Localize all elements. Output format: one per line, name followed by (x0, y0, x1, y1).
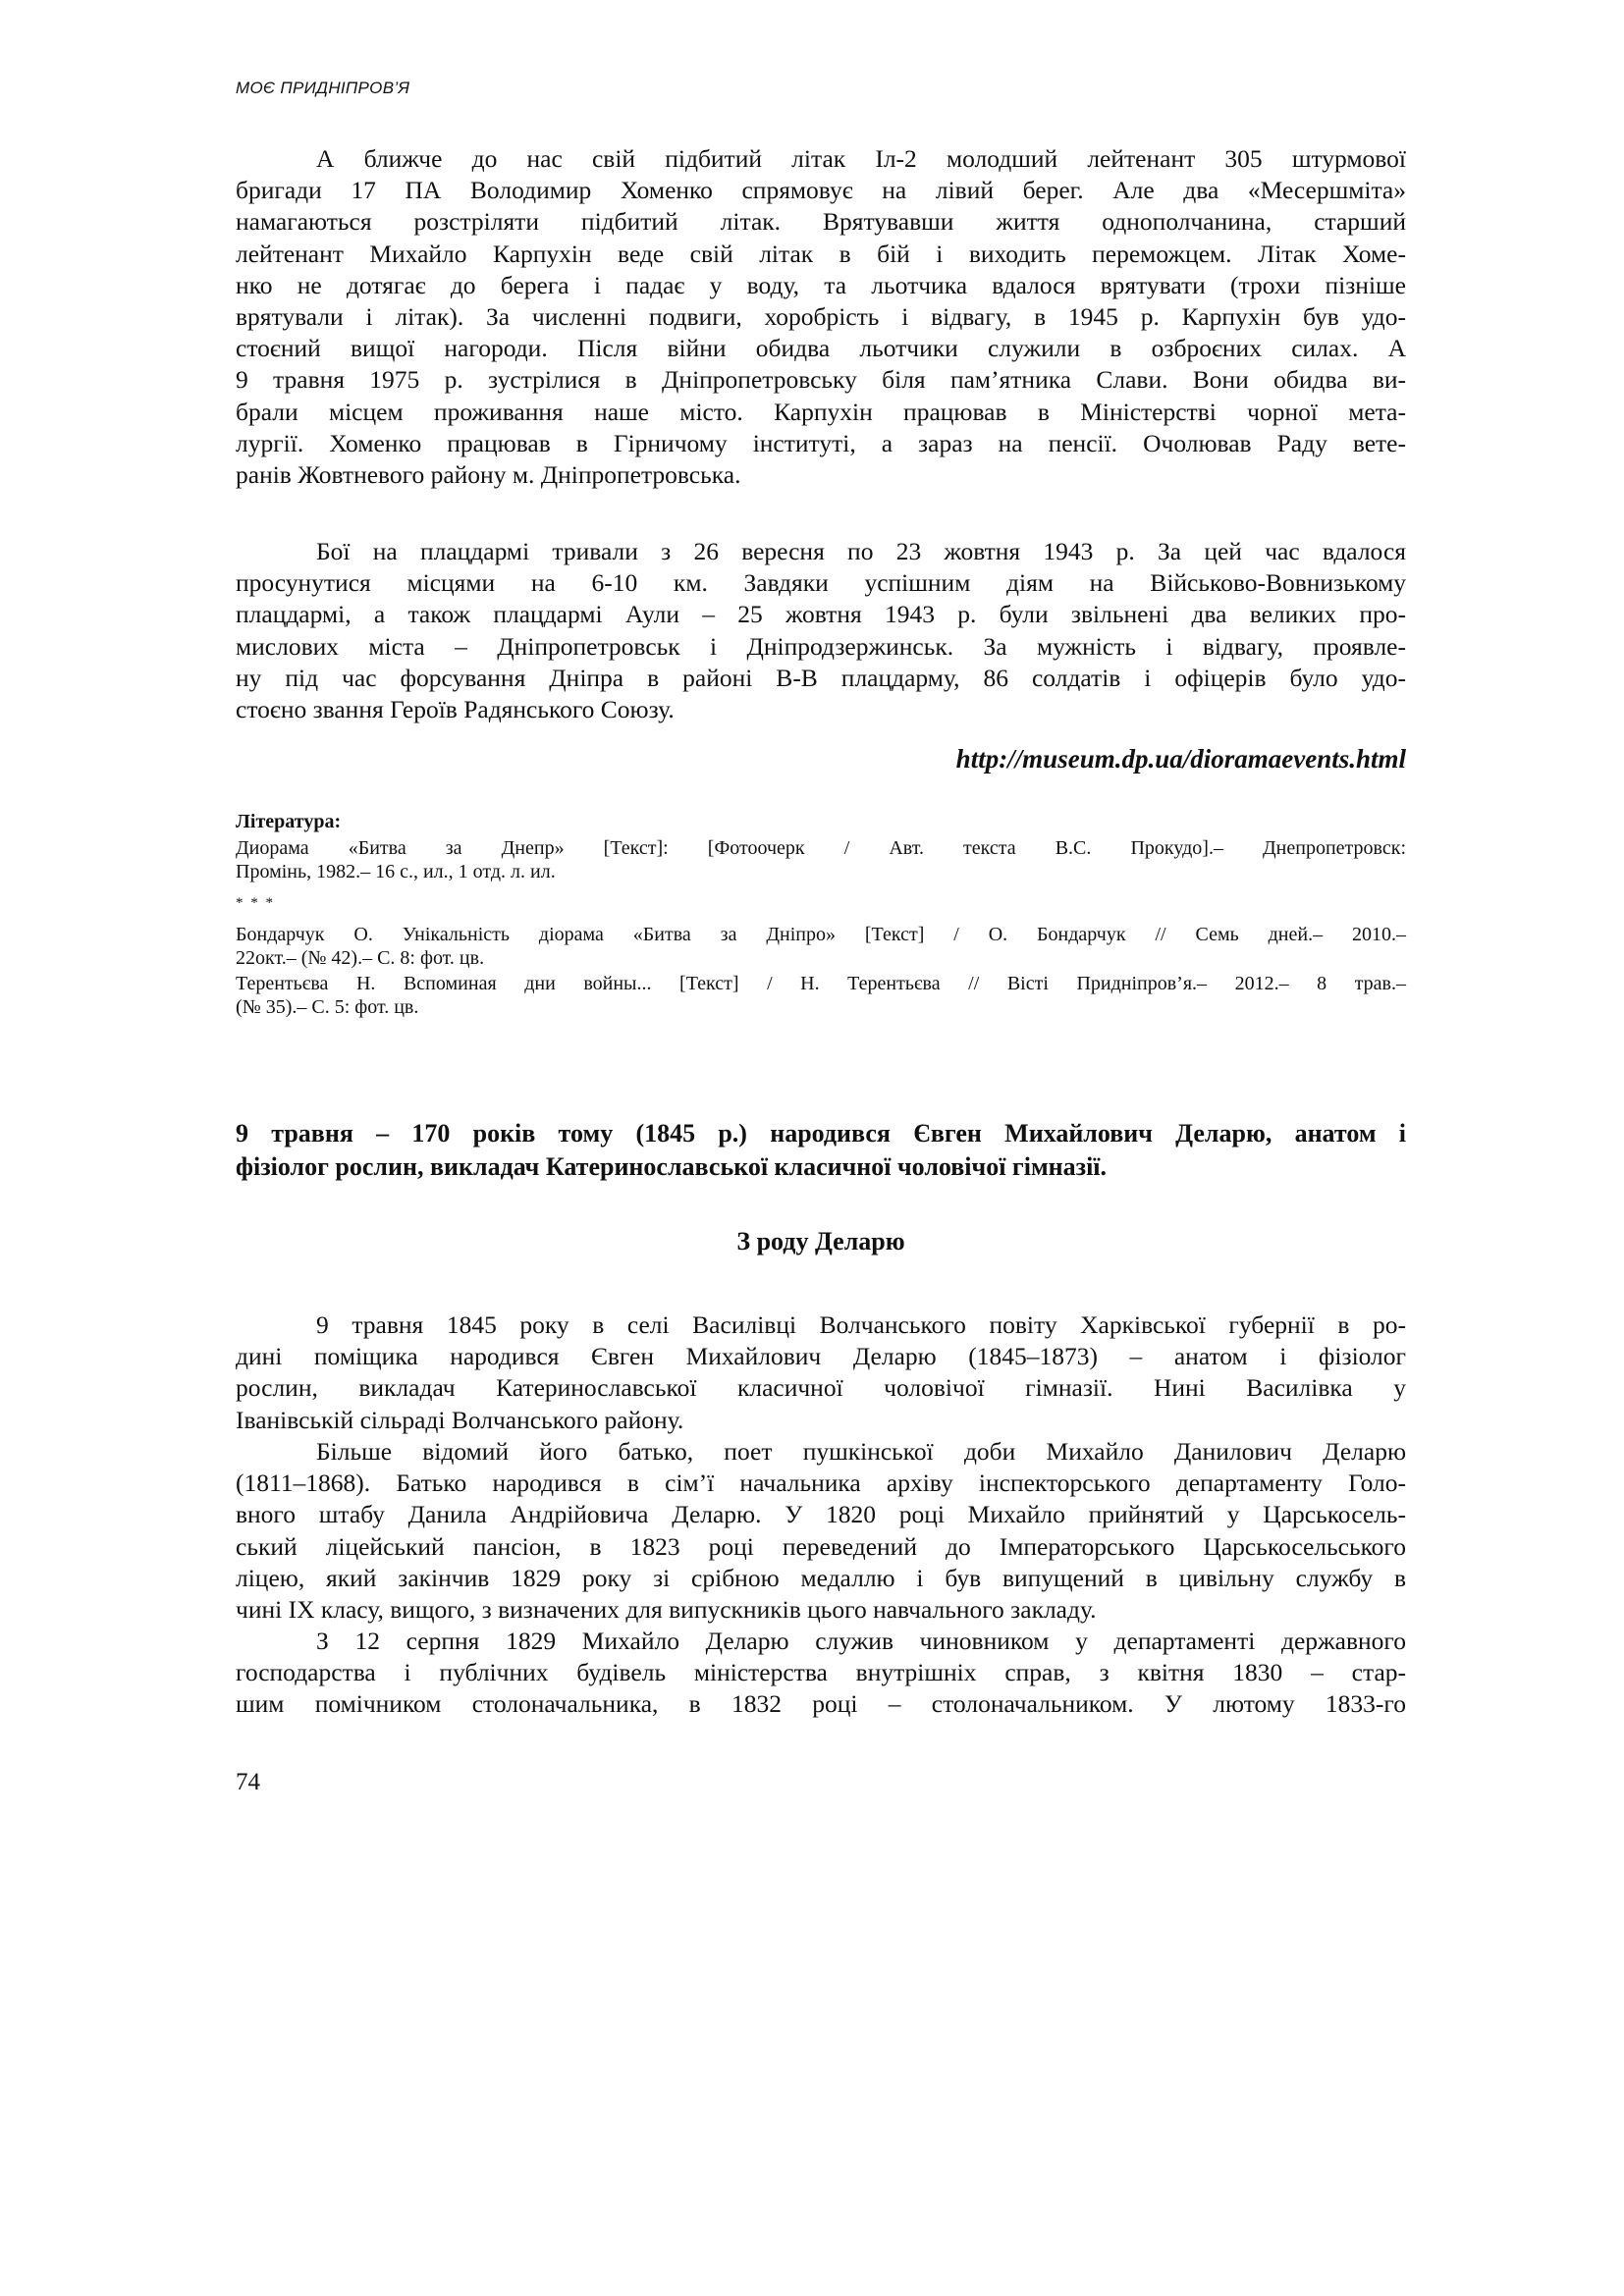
article2-paragraph2 (236, 1436, 1406, 1626)
text-line: врятували і літак). За численні подвиги, хоробрість і відвагу, в 1945 р. Карпухін був удо- (236, 302, 1406, 332)
literature-entry (236, 836, 1406, 883)
text-line: (1811–1868). Батько народився в сім’ї начальника архіву інспекторського департаменту Голо- (236, 1468, 1406, 1498)
text-line: Більше відомий його батько, поет пушкінської доби Михайло Данилович Деларю (316, 1437, 1406, 1466)
article2-paragraph1 (236, 1309, 1406, 1436)
source-link[interactable]: http://museum.dp.ua/dioramaevents.html (955, 744, 1406, 774)
text-line: нко не дотягає до берега і падає у воду, та льотчика вдалося врятувати (трохи пізніше (236, 270, 1406, 299)
text-line: намагаються розстріляти підбитий літак. Врятувавши життя однополчанина, старший (236, 207, 1406, 237)
text-line: вного штабу Данила Андрійовича Деларю. У 1820 році Михайло прийнятий у Царськосель- (236, 1500, 1406, 1529)
text-line: фізіолог рослин, викладач Катеринославської класичної чоловічої гімназії. (236, 1152, 1108, 1181)
text-line: Бондарчук О. Унікальність діорама «Битва за Дніпро» [Текст] / О. Бондарчук // Семь дней.– 2010.– (236, 924, 1406, 945)
text-line: стоєний вищої нагороди. Після війни обидва льотчики служили в озброєних силах. А (236, 334, 1406, 363)
running-header: МОЄ ПРИДНІПРОВ’Я (236, 79, 410, 97)
text-line: рослин, викладач Катеринославської класичної чоловічої гімназії. Нині Василівка у (236, 1373, 1406, 1403)
text-line: Диорама «Битва за Днепр» [Текст]: [Фотоочерк / Авт. текста В.С. Прокудо].– Днепропетровск: (236, 837, 1406, 859)
text-line: 9 травня 1845 року в селі Василівці Волчанського повіту Харківської губернії в ро- (316, 1310, 1406, 1339)
article2-paragraph3 (236, 1626, 1406, 1721)
text-line: ранів Жовтневого району м. Дніпропетровська. (236, 460, 741, 490)
page-number: 74 (236, 1769, 260, 1795)
text-line: плацдармі, а також плацдармі Аули – 25 жовтня 1943 р. були звільнені два великих про- (236, 600, 1406, 629)
text-line: (№ 35).– С. 5: фот. цв. (236, 996, 419, 1018)
text-line: мислових міста – Дніпропетровськ і Дніпродзержинськ. За мужність і відвагу, проявле- (236, 631, 1406, 661)
literature-heading: Література: (236, 811, 342, 832)
text-line: лургії. Хоменко працював в Гірничому інституті, а зараз на пенсії. Очолював Раду вете- (236, 428, 1406, 457)
text-line: ну під час форсування Дніпра в районі В-В плацдарму, 86 солдатів і офіцерів було удо- (236, 663, 1406, 692)
section-title: З роду Деларю (736, 1227, 905, 1255)
text-line: бригади 17 ПА Володимир Хоменко спрямовує на лівий берег. Але два «Месершміта» (236, 176, 1406, 205)
text-line: Терентьєва Н. Вспоминая дни войны... [Текст] / Н. Терентьєва // Вісті Придніпров’я.– 2012.– 8 трав.– (236, 973, 1406, 994)
event-title (236, 1117, 1406, 1184)
literature-entry (236, 972, 1406, 1019)
text-line: Промінь, 1982.– 16 с., ил., 1 отд. л. ил. (236, 861, 556, 882)
text-line: А ближче до нас свій підбитий літак Іл-2 молодший лейтенант 305 штурмової (316, 144, 1406, 173)
text-line: ський ліцейський пансіон, в 1823 році переведений до Імператорського Царськосельського (236, 1531, 1406, 1561)
text-line: дині поміщика народився Євген Михайлович Деларю (1845–1873) – анатом і фізіолог (236, 1342, 1406, 1371)
text-line: Іванівській сільраді Волчанського району. (236, 1405, 684, 1434)
separator-asterisks: * * * (236, 895, 275, 911)
text-line: брали місцем проживання наше місто. Карпухін працював в Міністерстві чорної мета- (236, 397, 1406, 426)
text-line: шим помічником столоначальника, в 1832 році – столоначальником. У лютому 1833-го (236, 1689, 1406, 1719)
article1-paragraph2 (236, 536, 1406, 725)
text-line: чині IX класу, вищого, з визначених для випускників цього навчального закладу. (236, 1595, 1097, 1625)
text-line: 22окт.– (№ 42).– С. 8: фот. цв. (236, 947, 485, 969)
article1-paragraph1 (236, 143, 1406, 491)
text-line: просунутися місцями на 6-10 км. Завдяки успішним діям на Військово-Вовнизькому (236, 568, 1406, 598)
text-line: господарства і публічних будівель міністерства внутрішніх справ, з квітня 1830 – стар- (236, 1658, 1406, 1687)
text-line: З 12 серпня 1829 Михайло Деларю служив чиновником у департаменті державного (316, 1627, 1406, 1655)
text-line: лейтенант Михайло Карпухін веде свій літак в бій і виходить переможцем. Літак Хоме- (236, 239, 1406, 268)
text-line: Бої на плацдармі тривали з 26 вересня по 23 жовтня 1943 р. За цей час вдалося (316, 537, 1406, 565)
text-line: 9 травня 1975 р. зустрілися в Дніпропетровську біля пам’ятника Слави. Вони обидва ви- (236, 365, 1406, 395)
text-line: ліцею, який закінчив 1829 року зі срібною медаллю і був випущений в цивільну службу в (236, 1563, 1406, 1592)
text-line: стоєно звання Героїв Радянського Союзу. (236, 695, 675, 724)
literature-entry (236, 923, 1406, 970)
text-line: 9 травня – 170 років тому (1845 р.) народився Євген Михайлович Деларю, анатом і (236, 1119, 1406, 1148)
